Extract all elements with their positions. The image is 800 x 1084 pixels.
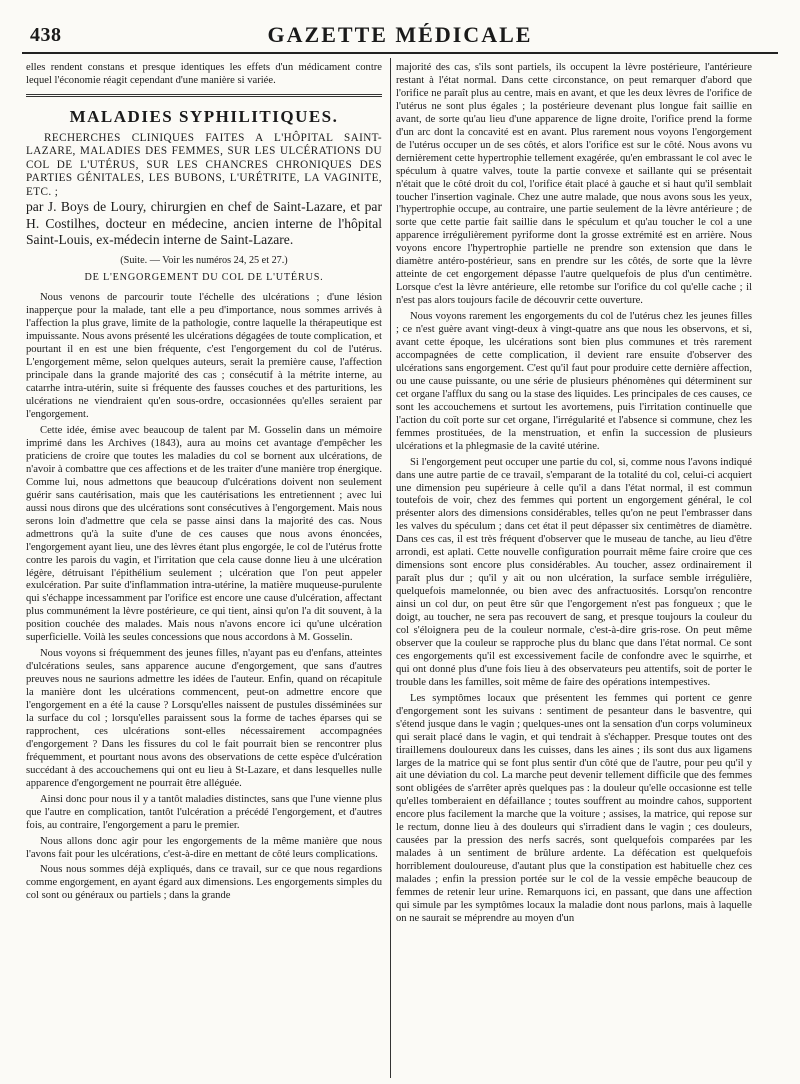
section-title: MALADIES SYPHILITIQUES.	[69, 106, 339, 126]
paragraph: majorité des cas, s'ils sont partiels, ils occupent la lèvre postérieure, l'antérieure restant à l'état normal. Dans cette circonstance, on peut remarquer d'abord que l'orifice ne paraît plus au centre, mais en avant, et que les deux lèvres de l'orifice de l'utérus ne sont plus égales ; la postérieure devenant plus longue fait saillie en avant, de sorte qu'au lieu d'une apparence de ligne droite, l'orifice prend la forme d'un arc dont la concavité est en avant. Plus rarement nous voyons l'engorgement de l'utérus occuper un de ses côtés, et alors l'orifice est sur le côté. Nous avons vu dernièrement cette hypertrophie tellement exagérée, qu'en embrassant le col avec le spéculum à quatre valves, toute la partie convexe et saillante qui se présentait n'était que le côté droit du col, l'orifice était placé à gauche et si haut qu'il semblait toucher l'insertion vaginale. Chez une autre malade, que nous avons sous les yeux, l'hypertrophie occupe, au contraire, une partie seulement de la lèvre antérieure ; de sorte que cette partie fait saillie dans le spéculum et qu'au toucher le col a une apparence irrégulièrement pyriforme dont la grosse extrémité est en arrière. Nous voyons encore l'hypertrophie partielle ne prendre son extension que dans le diamètre antéro-postérieur, sans en prendre sur les côtés, de sorte que la lèvre atteinte de cet engorgement dépasse l'autre quelquefois de plus d'un centimètre. Lorsque c'est la lèvre antérieure, elle retombe sur l'orifice du col qu'elle cache ; il n'est pas alors toujours facile de découvrir cette ouverture.	[396, 62, 752, 307]
section-divider	[26, 94, 382, 97]
paragraph: Si l'engorgement peut occuper une partie du col, si, comme nous l'avons indiqué dans une autre partie de ce travail, s'emparant de la totalité du col, celui-ci acquiert une dimension peu supérieure à celle qu'il a dans l'état normal, il est commun toutefois de voir, chez des femmes qui portent un engorgement général, le col présenter alors des dimensions considérables, telles qu'on ne peut l'embrasser dans les valves du spéculum ; dans cet état il peut dépasser six centimètres de diamètre. Dans ces cas, il est très fréquent d'observer que le museau de tanche, au lieu d'être arrondi, est aplati. Cette nouvelle configuration pourrait même faire croire que ces dimensions sont encore plus considérables. Au toucher, assez ordinairement il paraît plus dur ; qu'il y ait ou non ulcération, la surface semble irrégulière, quelquefois mamelonnée, ou bien avec des anfractuosités. Lorsqu'on rencontre ainsi un col dur, on peut être sûr que l'engorgement n'est pas fongueux ; que le doigt, au toucher, ne sera pas recouvert de sang, et presque toujours la couleur du col s'éloignera peu de la couleur normale, c'est-à-dire gris-rose. On peut même observer que la couleur se rapproche plus du blanc que dans l'état normal. Ce sont ces engorgements qu'il est excessivement facile de confondre avec le squirrhe, et qui ont donné plus d'une fois lieu à des observateurs peu attentifs, soit de porter le trouble dans les familles, soit même de faire des opérations intempestives.	[396, 456, 752, 688]
article-heading: RECHERCHES CLINIQUES FAITES A L'HÔPITAL SAINT-LAZARE, MALADIES DES FEMMES, SUR LES ULCÉRATIONS DU COL DE L'UTÉRUS, SUR LES CHANCRES CHRONIQUES DES PARTIES GÉNITALES, LES BUBONS, L'URÉTRITE, LA VAGINITE, ETC. ;	[26, 131, 382, 198]
continuation-note: (Suite. — Voir les numéros 24, 25 et 27.)	[120, 254, 288, 266]
page-header	[22, 18, 778, 54]
subheading: DE L'ENGORGEMENT DU COL DE L'UTÉRUS.	[84, 271, 324, 283]
paragraph: Ainsi donc pour nous il y a tantôt maladies distinctes, sans que l'une vienne plus que l'autre en complication, tantôt l'ulcération a précédé l'engorgement, et d'autres fois, au contraire, l'engorgement a paru le premier.	[26, 793, 382, 831]
paragraph: Cette idée, émise avec beaucoup de talent par M. Gosselin dans un mémoire imprimé dans les Archives (1843), aura au moins cet avantage d'empêcher les praticiens de croire que toutes les maladies du col se bornent aux ulcérations, de n'avoir à combattre que ces affections et de les traiter d'une manière trop énergique. Comme lui, nous admettons que beaucoup d'ulcérations doivent non seulement guérir sans cautérisation, mais que les cautérisations les entretiennent ; avec lui aussi nous dirons que des ulcérations sont consécutives à l'engorgement. Mais nous serons loin d'admettre que cela se passe ainsi dans la majorité des cas. Nous admettrons qu'à la suite d'une de ces causes que nous avons énoncées, l'engorgement ayant lieu, une des lèvres étant plus engorgée, le col de l'utérus frotte contre les parois du vagin, et l'irritation que cela cause donne lieu à une ulcération légère, détruisant l'épithélium seulement ; ulcération que l'on peut appeler exulcération. Par suite d'inflammation intra-utérine, la matière muqueuse-purulente qui s'échappe incessamment par l'orifice est encore une cause d'ulcération, affectant plus communément la lèvre postérieure, ce qui tient, ainsi qu'on l'a dit souvent, à la position couchée des malades. Mais nous n'avons encore ici qu'une ulcération superficielle. Voilà les seules concessions que nous accordons à M. Gosselin.	[26, 425, 382, 644]
byline: par J. Boys de Loury, chirurgien en chef de Saint-Lazare, et par H. Costilhes, docteur en médecine, ancien interne de l'hôpital Saint-Louis, ex-médecin interne de Saint-Lazare.	[26, 199, 382, 248]
left-column	[26, 62, 382, 1080]
paragraph: Nous voyons rarement les engorgements du col de l'utérus chez les jeunes filles ; ce n'est guère avant vingt-deux à vingt-quatre ans que nous les observons, et si, avant cette époque, les ulcérations sont bien plus communes et très rarement accompagnées de cette complication, il devient rare ensuite d'observer des ulcérations sans engorgement. C'est qu'il faut pour produire cette dernière affection, ou une cause puissante, ou une série de plusieurs phénomènes qui déterminent sur cet organe l'afflux du sang ou la stase des liquides. Les principales de ces causes, ce sont les accouchemens et surtout les avortemens, puis l'irritation continuelle que l'action du coït porte sur cet organe, l'irrégularité et l'absence si commune, chez les femmes prostituées, de la menstruation, et enfin la succession de plusieurs ulcérations et la phlegmasie de la cavité utérine.	[396, 311, 752, 452]
column-divider	[390, 58, 391, 1078]
paragraph: Nous venons de parcourir toute l'échelle des ulcérations ; d'une lésion inapperçue pour la malade, tant elle a peu d'importance, nous sommes arrivés à l'affection la plus grave, limite de la pathologie, contre laquelle la thérapeutique est impuissante. Nous avons présenté les ulcérations dégagées de toute complication, et pourtant il en est une bien fréquente, c'est l'engorgement du col de l'utérus. L'engorgement même, selon quelques auteurs, serait la première cause, l'affection principale dans la grande majorité des cas ; consécutif à la métrite interne, au catarrhe intra-utérin, suite si fréquente des fausses couches et des parturitions, les ulcérations ne viendraient qu'en sous-ordre, occasionnées qu'elles seraient par l'engorgement.	[26, 292, 382, 421]
right-column	[396, 62, 752, 1080]
paragraph: Les symptômes locaux que présentent les femmes qui portent ce genre d'engorgement sont les suivans : sentiment de pesanteur dans le basventre, qui s'étend jusque dans le vagin ; quelques-unes ont la sensation d'un corps volumineux qui serait placé dans le vagin, et qui tendrait à s'échapper. Presque toutes ont des tiraillemens douloureux dans les cuisses, dans les aines ; ils sont dus aux ligamens larges de la matrice qui se font plus sentir d'un côté que de l'autre, pour peu qu'il y ait une déviation du col. La marche peut devenir tellement difficile que des femmes sont obligées de s'arrêter après quelques pas : la douleur qu'elle occasionne est telle qu'elles tomberaient en défaillance ; toutes souffrent au moindre cahos, supportent encore plus facilement la marche que la voiture ; assises, la matrice, qui repose sur le rectum, donne lieu à des douleurs qui s'irradient dans le vagin ; ces douleurs, causées par la pression des nerfs sacrés, sont quelquefois comparées par les malades à un sentiment de brûlure ardente. La défécation est quelquefois horriblement douloureuse, d'autant plus que la constipation est habituelle chez ces malades ; enfin la pression portée sur le col de la vessie empêche beaucoup de femmes de retenir leur urine. Remarquons ici, en passant, que dans une affection qui simule par les symptômes locaux la maladie dont nous parlons, mais à laquelle on ne saurait se méprendre au moyen d'un	[396, 692, 752, 924]
paragraph: Nous nous sommes déjà expliqués, dans ce travail, sur ce que nous regardions comme engorgement, en ayant égard aux dimensions. Les engorgements simples du col sont ou généraux ou partiels ; dans la grande	[26, 864, 382, 902]
paragraph: Nous allons donc agir pour les engorgements de la même manière que nous l'avons fait pour les ulcérations, c'est-à-dire en mettant de côté leurs complications.	[26, 835, 382, 860]
page-number: 438	[30, 24, 62, 46]
intro-paragraph: elles rendent constans et presque identiques les effets d'un médicament contre lequel l'économie réagit cependant d'une manière si variée.	[26, 62, 382, 86]
journal-title: GAZETTE MÉDICALE	[267, 22, 533, 47]
paragraph: Nous voyons si fréquemment des jeunes filles, n'ayant pas eu d'enfans, atteintes d'ulcérations seules, sans apparence aucune d'engorgement, que sans d'autres preuves nous ne saurions admettre les idées de l'auteur. Enfin, quand on récapitule la manière dont les ulcérations commencent, peut-on admettre encore que l'engorgement en a été la cause ? Lorsqu'elles naissent de pustules disséminées sur la surface du col ; lorsqu'elles paraissent sous la forme de taches éparses qui se rapprochent, ces ulcérations sont-elles nécessairement accompagnées d'engorgement ? Dans les fissures du col le fait pourrait bien se rencontrer plus fréquemment, et pourtant nous avons des observations de cette espèce d'ulcération succédant à des accouchemens qui ont eu lieu à St-Lazare, et dans lesquelles nulle apparence d'engorgement ne pourrait être alléguée.	[26, 648, 382, 789]
